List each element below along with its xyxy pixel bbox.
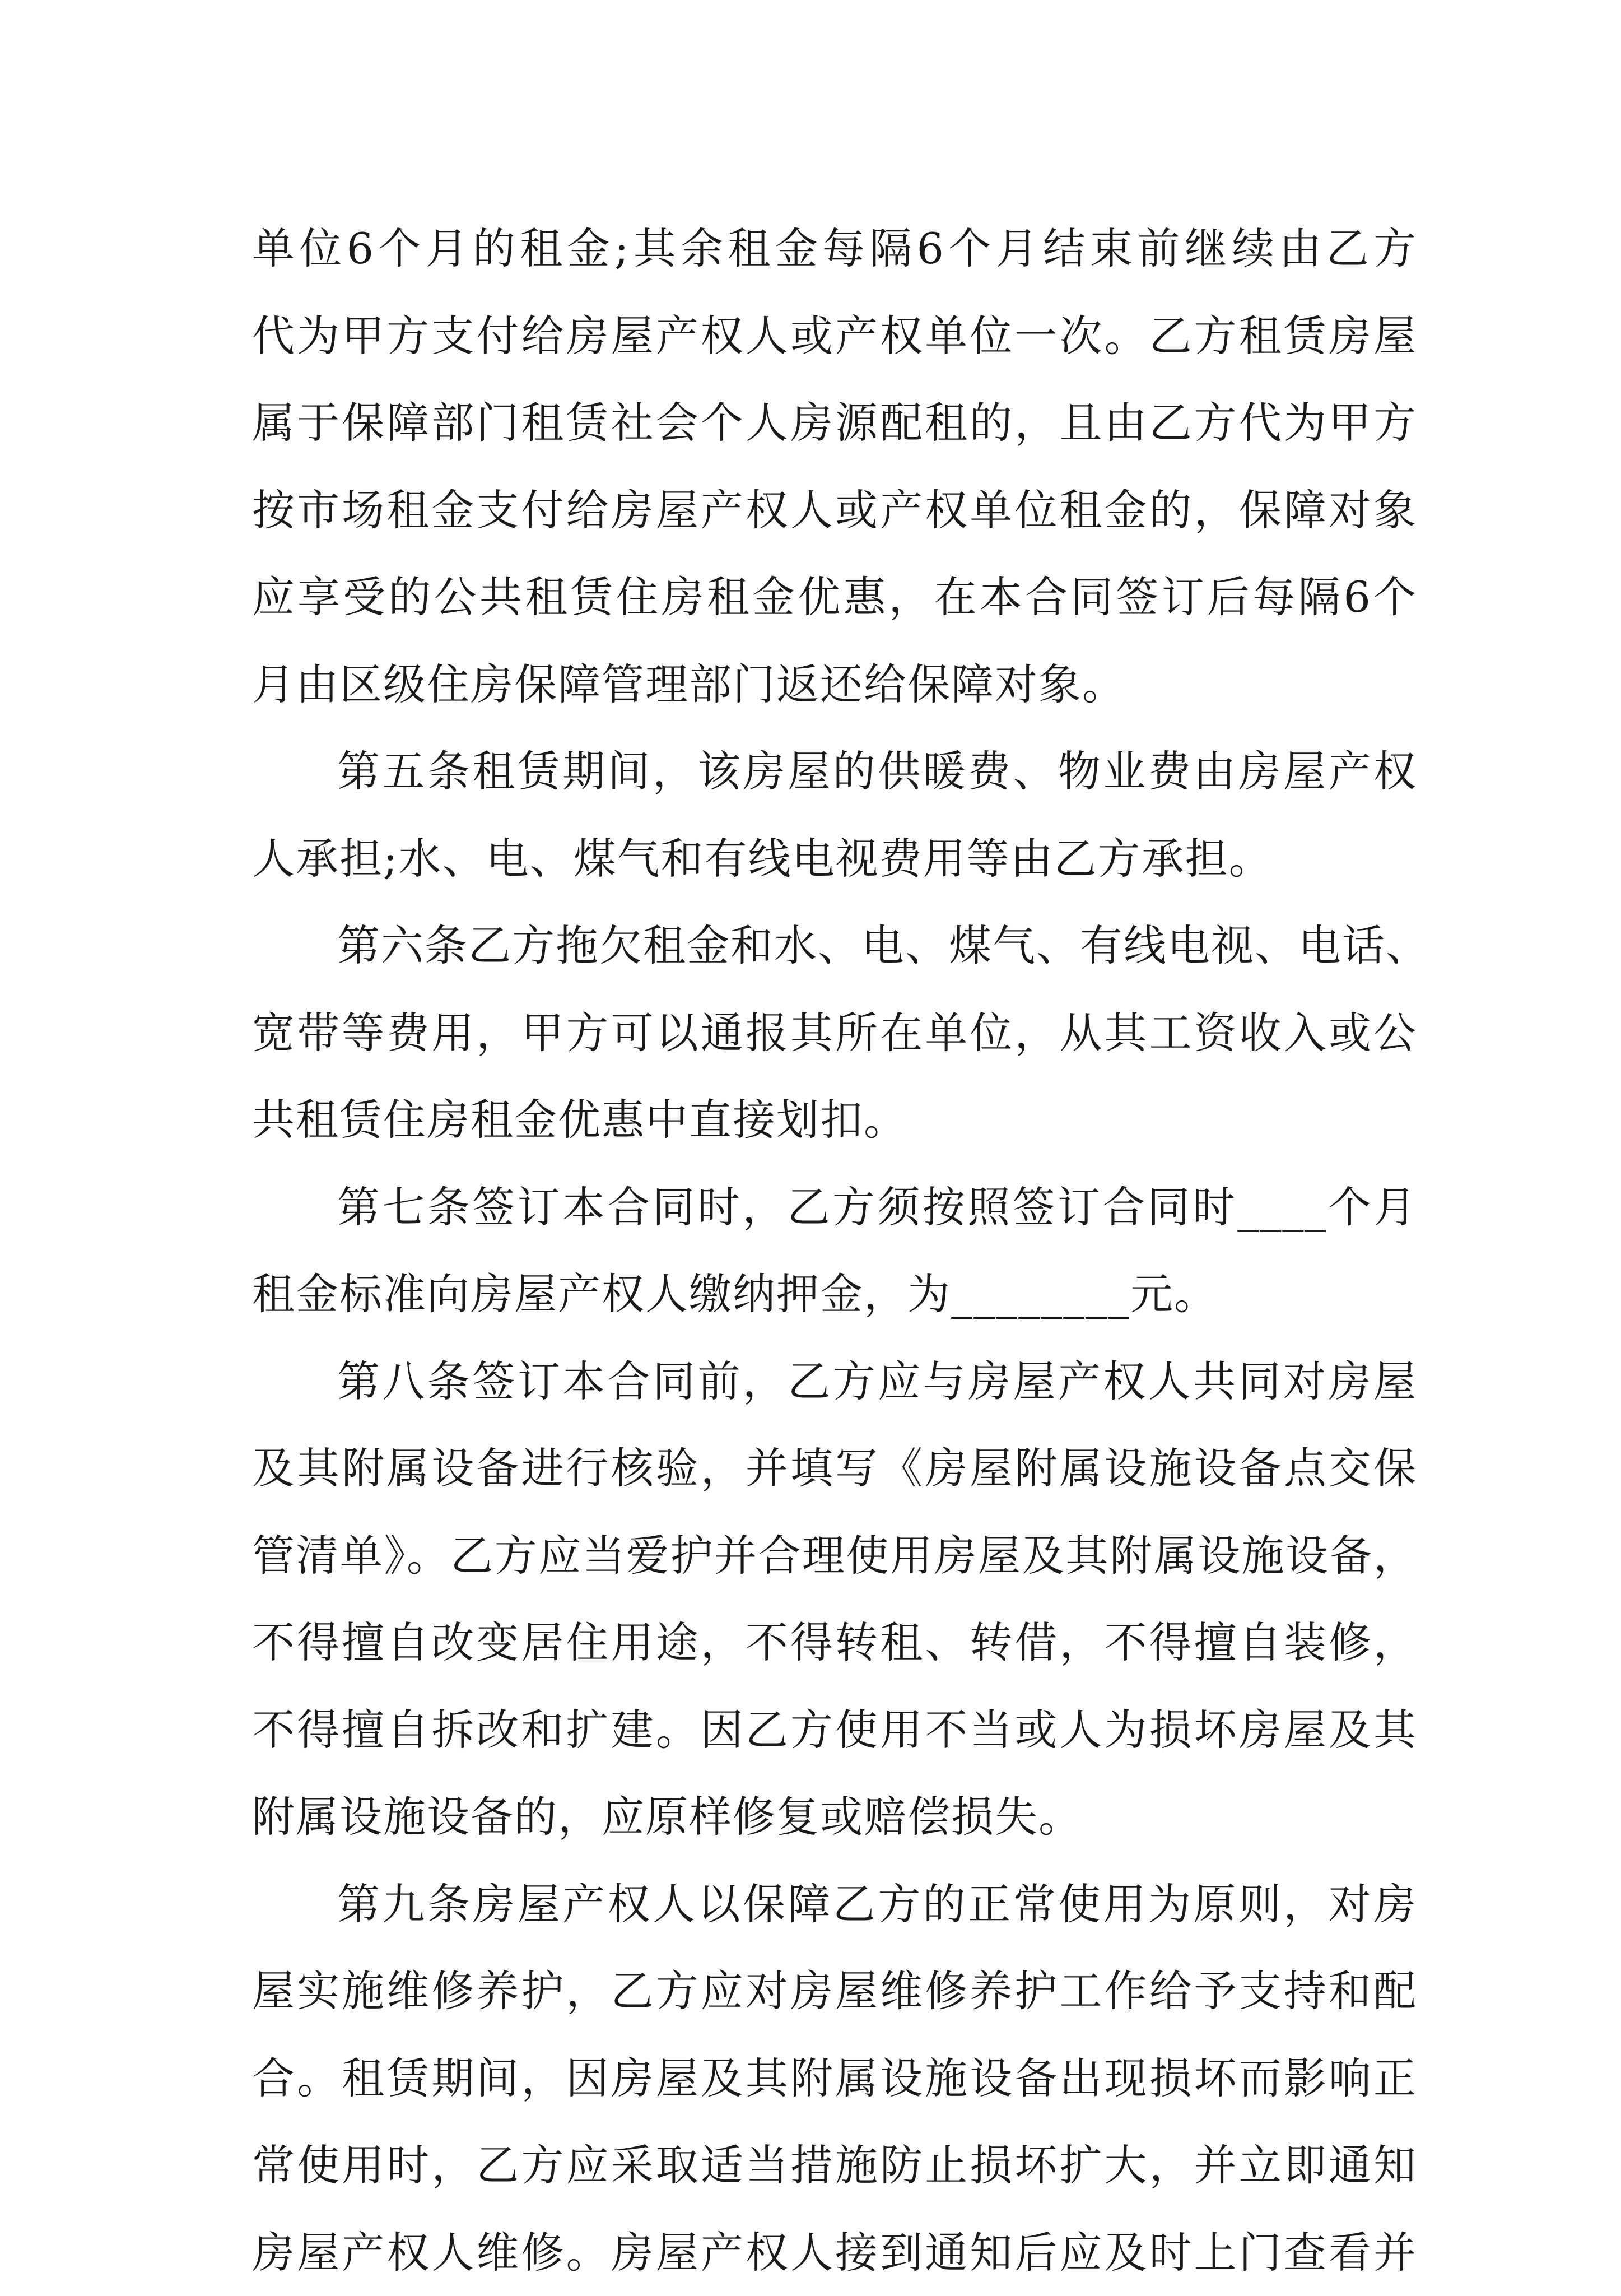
text-line: 按市场租金支付给房屋产权人或产权单位租金的，保障对象 (252, 467, 1417, 554)
text-line: 管清单》。乙方应当爱护并合理使用房屋及其附属设施设备， (252, 1512, 1417, 1600)
text-line: 房屋产权人维修。房屋产权人接到通知后应及时上门查看并 (252, 2209, 1417, 2296)
text-line: 第六条乙方拖欠租金和水、电、煤气、有线电视、电话、 (252, 902, 1417, 989)
text-line: 合。租赁期间，因房屋及其附属设施设备出现损坏而影响正 (252, 2035, 1417, 2122)
text-line: 第九条房屋产权人以保障乙方的正常使用为原则，对房 (252, 1861, 1417, 1948)
text-line: 单位6个月的租金;其余租金每隔6个月结束前继续由乙方 (252, 205, 1417, 292)
text-line: 附属设施设备的，应原样修复或赔偿损失。 (252, 1773, 1417, 1861)
text-line: 月由区级住房保障管理部门返还给保障对象。 (252, 641, 1417, 728)
text-line: 应享受的公共租赁住房租金优惠，在本合同签订后每隔6个 (252, 554, 1417, 641)
text-line: 及其附属设备进行核验，并填写《房屋附属设施设备点交保 (252, 1425, 1417, 1512)
text-line: 第八条签订本合同前，乙方应与房屋产权人共同对房屋 (252, 1338, 1417, 1425)
text-line: 宽带等费用，甲方可以通报其所在单位，从其工资收入或公 (252, 989, 1417, 1077)
text-line: 第五条租赁期间，该房屋的供暖费、物业费由房屋产权 (252, 728, 1417, 815)
text-line: 不得擅自拆改和扩建。因乙方使用不当或人为损坏房屋及其 (252, 1686, 1417, 1774)
text-line: 第七条签订本合同时，乙方须按照签订合同时____个月 (252, 1164, 1417, 1251)
text-line: 属于保障部门租赁社会个人房源配租的，且由乙方代为甲方 (252, 379, 1417, 467)
text-line: 代为甲方支付给房屋产权人或产权单位一次。乙方租赁房屋 (252, 292, 1417, 380)
text-line: 不得擅自改变居住用途，不得转租、转借，不得擅自装修， (252, 1599, 1417, 1686)
text-line: 常使用时，乙方应采取适当措施防止损坏扩大，并立即通知 (252, 2122, 1417, 2209)
text-line: 租金标准向房屋产权人缴纳押金，为________元。 (252, 1251, 1417, 1338)
text-line: 共租赁住房租金优惠中直接划扣。 (252, 1076, 1417, 1164)
text-line: 屋实施维修养护，乙方应对房屋维修养护工作给予支持和配 (252, 1948, 1417, 2035)
text-line: 人承担;水、电、煤气和有线电视费用等由乙方承担。 (252, 815, 1417, 903)
contract-text (252, 205, 1417, 2296)
